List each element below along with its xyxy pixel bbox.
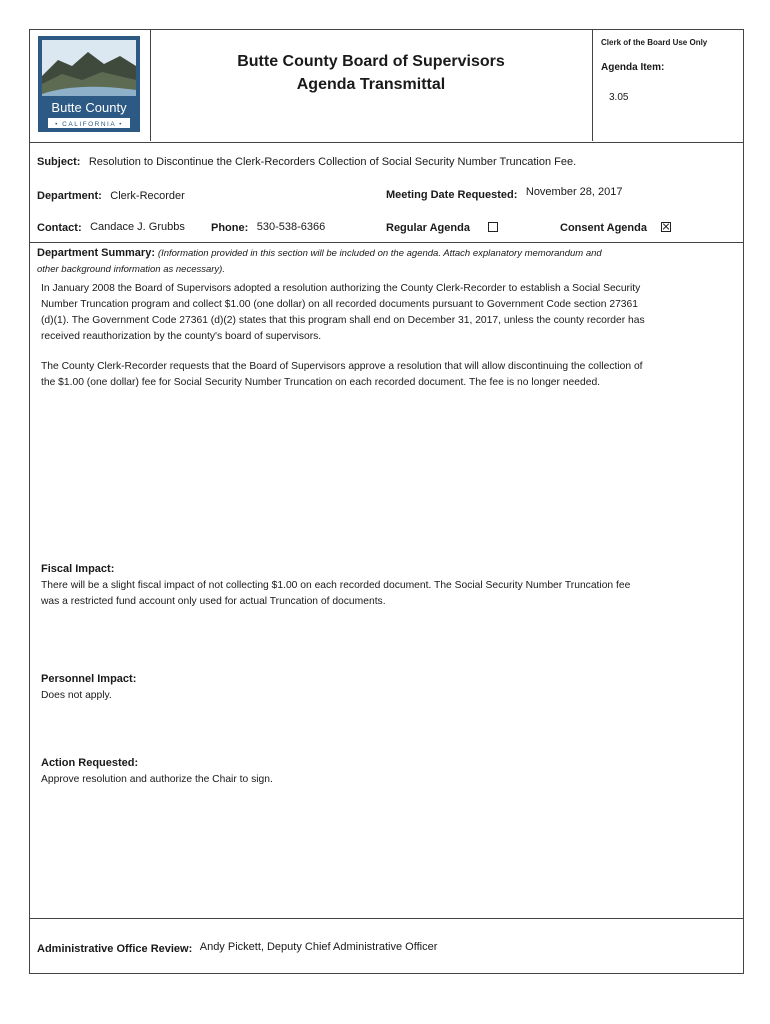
summary-p1-line: received reauthorization by the county's board of supervisors. [41,331,322,342]
summary-p1-line: (d)(1). The Government Code 27361 (d)(2) states that this program shall end on December 31, 2017, unless the county recorder has [41,315,645,326]
title-line-2: Agenda Transmittal [296,76,446,93]
info-section [30,142,743,243]
meeting-date-row [386,185,623,203]
page-title [151,50,591,96]
subject-row [37,152,576,170]
clerk-use-cell [592,30,744,141]
summary-note-line-2: other background information as necessary). [37,264,225,275]
admin-review-value: Andy Pickett, Deputy Chief Administrative Officer [199,941,438,953]
contact-label: Contact: [37,222,82,234]
agenda-item-label: Agenda Item: [601,62,665,73]
consent-agenda-checkbox[interactable] [661,222,671,232]
subject-value: Resolution to Discontinue the Clerk-Recorders Collection of Social Security Number Truncation Fee. [88,156,577,168]
regular-agenda-checkbox[interactable] [488,222,498,232]
department-summary-section [30,243,743,918]
phone-label: Phone: [211,222,249,234]
department-label: Department: [37,190,102,202]
fiscal-impact-heading: Fiscal Impact: [41,563,115,575]
summary-note-line-1: (Information provided in this section will be included on the agenda. Attach explanatory memorandum and [157,248,602,259]
logo-text: Butte County [51,100,127,115]
agenda-transmittal-form [29,29,744,974]
fiscal-line: was a restricted fund account only used for actual Truncation of documents. [41,596,386,607]
subject-label: Subject: [37,156,81,168]
admin-review-label: Administrative Office Review: [37,943,193,955]
admin-review-footer [30,918,743,974]
meeting-date-label: Meeting Date Requested: [386,189,518,201]
summary-paragraph-2 [41,359,643,391]
summary-p2-line: the $1.00 (one dollar) fee for Social Security Number Truncation on each recorded document. The fee is no longer needed. [41,377,601,388]
department-value: Clerk-Recorder [110,190,185,202]
contact-row [37,218,185,236]
summary-p1-line: In January 2008 the Board of Supervisors adopted a resolution authorizing the County Clerk-Recorder to establish a Social Security [41,283,641,294]
summary-paragraph-1 [41,281,645,345]
regular-agenda-label: Regular Agenda [386,222,470,234]
summary-p2-line: The County Clerk-Recorder requests that the Board of Supervisors approve a resolution that will allow discontinuing the collection of [41,361,643,372]
phone-row [211,218,325,236]
meeting-date-value: November 28, 2017 [525,186,623,198]
butte-county-logo-icon [38,36,140,132]
fiscal-impact-text [41,578,630,610]
action-requested-text: Approve resolution and authorize the Chair to sign. [41,774,273,785]
clerk-use-label: Clerk of the Board Use Only [601,38,708,47]
summary-heading-row [37,247,602,259]
phone-value: 530-538-6366 [256,221,326,233]
title-cell [151,30,591,141]
consent-agenda-row [560,218,671,236]
department-row [37,186,185,204]
personnel-impact-heading: Personnel Impact: [41,673,137,685]
summary-p1-line: Number Truncation program and collect $1.00 (one dollar) on all recorded documents pursuant to Government Code section 27361 [41,299,638,310]
contact-value: Candace J. Grubbs [90,221,185,233]
summary-heading: Department Summary: [37,247,155,259]
logo-cell [30,30,151,141]
consent-agenda-label: Consent Agenda [560,222,647,234]
fiscal-line: There will be a slight fiscal impact of not collecting $1.00 on each recorded document. The Social Security Number Truncation fee [41,580,631,591]
form-header [30,30,743,143]
title-line-1: Butte County Board of Supervisors [237,53,505,70]
action-requested-heading: Action Requested: [41,757,139,769]
admin-review-row [37,939,437,957]
regular-agenda-row [386,218,498,236]
logo-subtext: • CALIFORNIA • [55,121,123,128]
agenda-item-value: 3.05 [609,92,629,103]
personnel-impact-text: Does not apply. [41,690,112,701]
